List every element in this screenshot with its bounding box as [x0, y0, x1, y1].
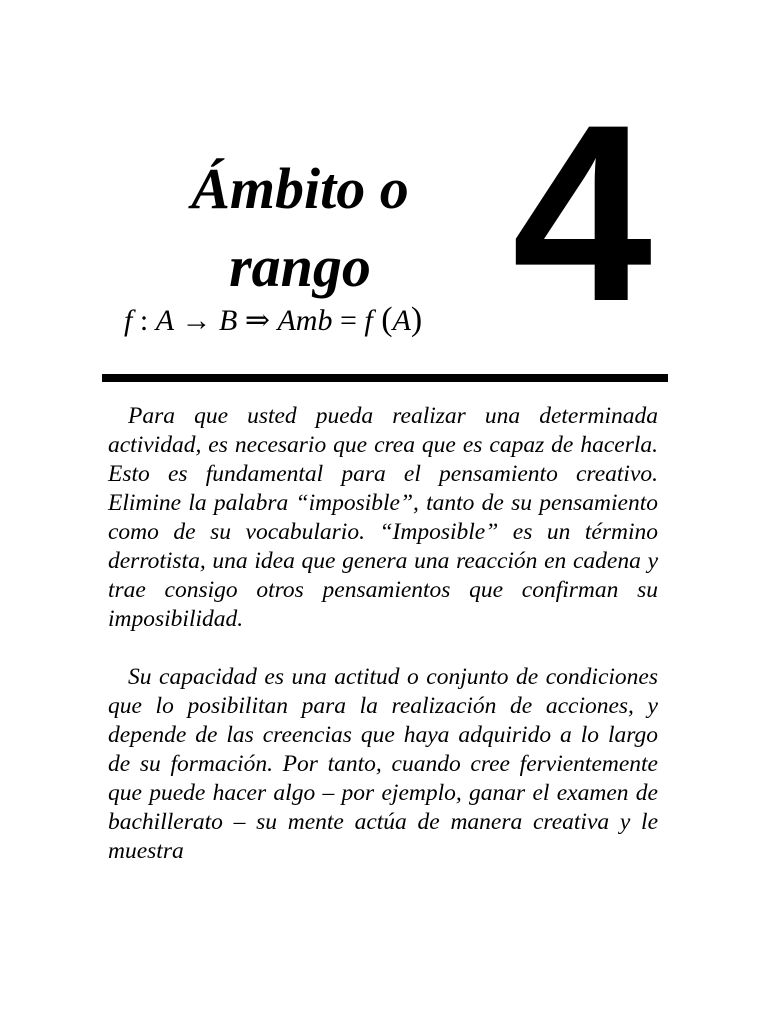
- formula-amb: Amb: [277, 304, 333, 337]
- formula-argument: A: [392, 304, 411, 337]
- formula-right-paren: ): [410, 301, 423, 338]
- formula-f: f: [124, 304, 133, 337]
- range-formula: [124, 300, 422, 341]
- chapter-title-line-2: rango: [229, 234, 371, 299]
- formula-left-paren: (: [372, 301, 393, 338]
- chapter-number: 4: [512, 73, 647, 354]
- formula-domain: A: [155, 304, 175, 337]
- formula-equals: =: [332, 304, 365, 337]
- formula-f-image: f: [364, 304, 373, 337]
- title-divider: [102, 374, 668, 382]
- chapter-body: [108, 402, 658, 895]
- paragraph: Para que usted pueda realizar una determinada actividad, es necesario que crea que es capaz de hacerla. Esto es fundamental para el pensamiento creativo. Elimine la palabra “imposible”, tanto de su pensamiento como de su vocabulario. “Imposible” es un término derrotista, una idea que genera una reacción en cadena y trae consigo otros pensamientos que confirman su imposibilidad.: [108, 403, 658, 632]
- formula-arrow: →: [174, 304, 220, 337]
- paragraph: Su capacidad es una actitud o conjunto de condiciones que lo posibilitan para la realización de acciones, y depende de las creencias que haya adquirido a lo largo de su formación. Por tanto, cuando cree fervientemente que puede hacer algo – por ejemplo, ganar el examen de bachillerato – su mente actúa de manera creativa y le muestra: [108, 664, 658, 864]
- formula-implies: ⇒: [237, 304, 278, 337]
- formula-codomain: B: [219, 304, 238, 337]
- chapter-title-line-1: Ámbito o: [191, 156, 409, 221]
- chapter-title: [100, 150, 500, 306]
- formula-colon: :: [132, 304, 156, 337]
